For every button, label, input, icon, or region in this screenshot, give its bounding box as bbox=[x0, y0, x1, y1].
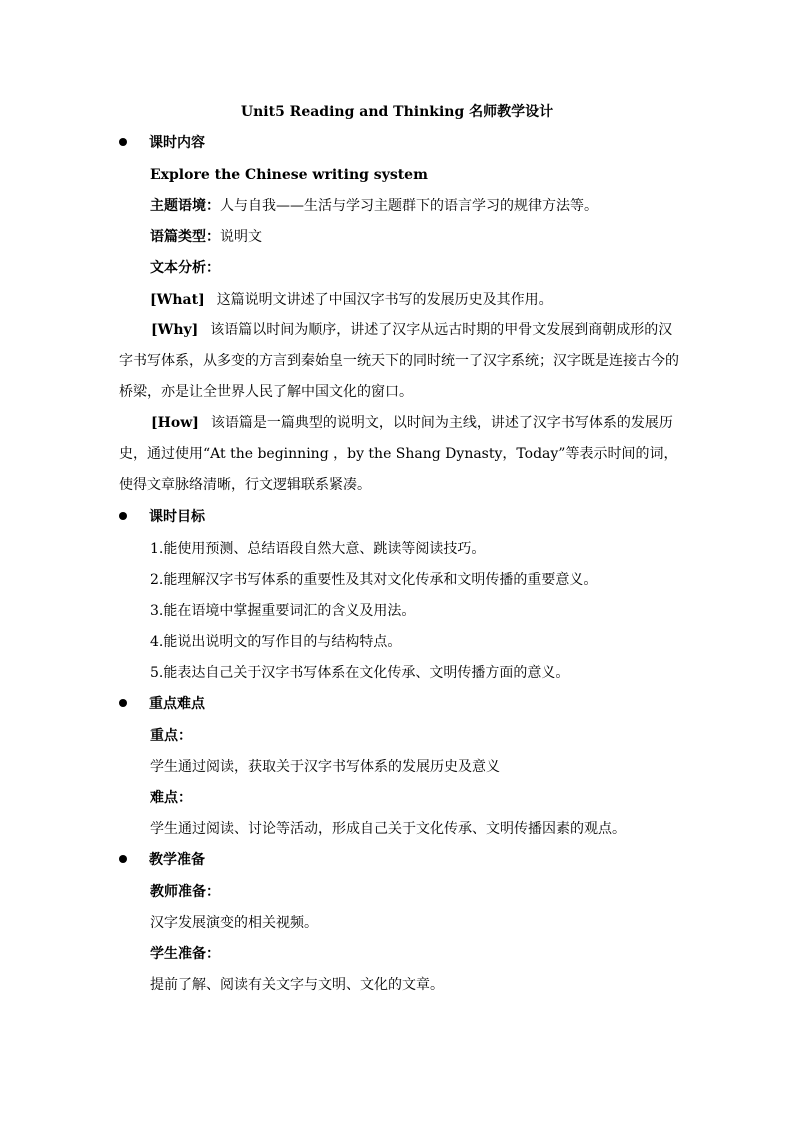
objective-item: 5.能表达自己关于汉字书写体系在文化传承、文明传播方面的意义。 bbox=[150, 665, 570, 681]
why-text: 该语篇以时间为顺序，讲述了汉字从远古时期的甲骨文发展到商朝成形的汉字书写体系，从多变的方言到秦始皇一统天下的同时统一了汉字系统；汉字既是连接古今的桥梁，亦是让全世界人民了解中国文化的窗口。 bbox=[119, 322, 679, 400]
section-heading-objectives: 课时目标 bbox=[119, 506, 205, 528]
what-paragraph bbox=[150, 289, 553, 311]
student-label: 学生准备： bbox=[150, 946, 220, 962]
key-label: 重点： bbox=[150, 728, 192, 744]
student-text: 提前了解、阅读有关文字与文明、文化的文章。 bbox=[150, 977, 444, 993]
how-text: 该语篇是一篇典型的说明文，以时间为主线，讲述了汉字书写体系的发展历史，通过使用“At the beginning ，by the Shang Dynasty，Today”等表示时间的词，使得文章脉络清晰，行文逻辑联系紧凑。 bbox=[119, 415, 678, 493]
theme-label: 主题语境： bbox=[150, 198, 220, 214]
teacher-text: 汉字发展演变的相关视频。 bbox=[150, 915, 318, 931]
why-tag: [Why] bbox=[151, 322, 199, 338]
theme-context bbox=[150, 195, 598, 217]
objective-item: 3.能在语境中掌握重要词汇的含义及用法。 bbox=[150, 603, 416, 619]
teacher-label: 教师准备： bbox=[150, 884, 220, 900]
objective-item: 1.能使用预测、总结语段自然大意、跳读等阅读技巧。 bbox=[150, 541, 486, 557]
genre-label: 语篇类型： bbox=[150, 229, 220, 245]
bullet-icon bbox=[119, 512, 127, 520]
difficult-text: 学生通过阅读、讨论等活动，形成自己关于文化传承、文明传播因素的观点。 bbox=[150, 821, 626, 837]
what-tag: [What] bbox=[150, 292, 205, 308]
how-tag: [How] bbox=[151, 415, 199, 431]
section-heading-preparation: 教学准备 bbox=[119, 849, 205, 871]
genre-text: 说明文 bbox=[220, 229, 262, 245]
bullet-icon bbox=[119, 138, 127, 146]
analysis-label: 文本分析： bbox=[150, 260, 220, 276]
what-text: 这篇说明文讲述了中国汉字书写的发展历史及其作用。 bbox=[216, 292, 553, 308]
objective-item: 2.能理解汉字书写体系的重要性及其对文化传承和文明传播的重要意义。 bbox=[150, 572, 598, 588]
bullet-icon bbox=[119, 855, 127, 863]
key-text: 学生通过阅读，获取关于汉字书写体系的发展历史及意义 bbox=[150, 759, 500, 775]
section-heading-key-points: 重点难点 bbox=[119, 693, 205, 715]
objective-item: 4.能说出说明文的写作目的与结构特点。 bbox=[150, 634, 402, 650]
document-title: Unit5 Reading and Thinking 名师教学设计 bbox=[240, 104, 554, 120]
bullet-icon bbox=[119, 699, 127, 707]
theme-text: 人与自我——生活与学习主题群下的语言学习的规律方法等。 bbox=[220, 198, 598, 214]
section-heading-content: 课时内容 bbox=[119, 132, 205, 154]
topic-english: Explore the Chinese writing system bbox=[150, 167, 428, 183]
genre bbox=[150, 226, 262, 248]
why-paragraph bbox=[119, 315, 679, 408]
difficult-label: 难点： bbox=[150, 790, 192, 806]
how-paragraph bbox=[119, 408, 679, 501]
